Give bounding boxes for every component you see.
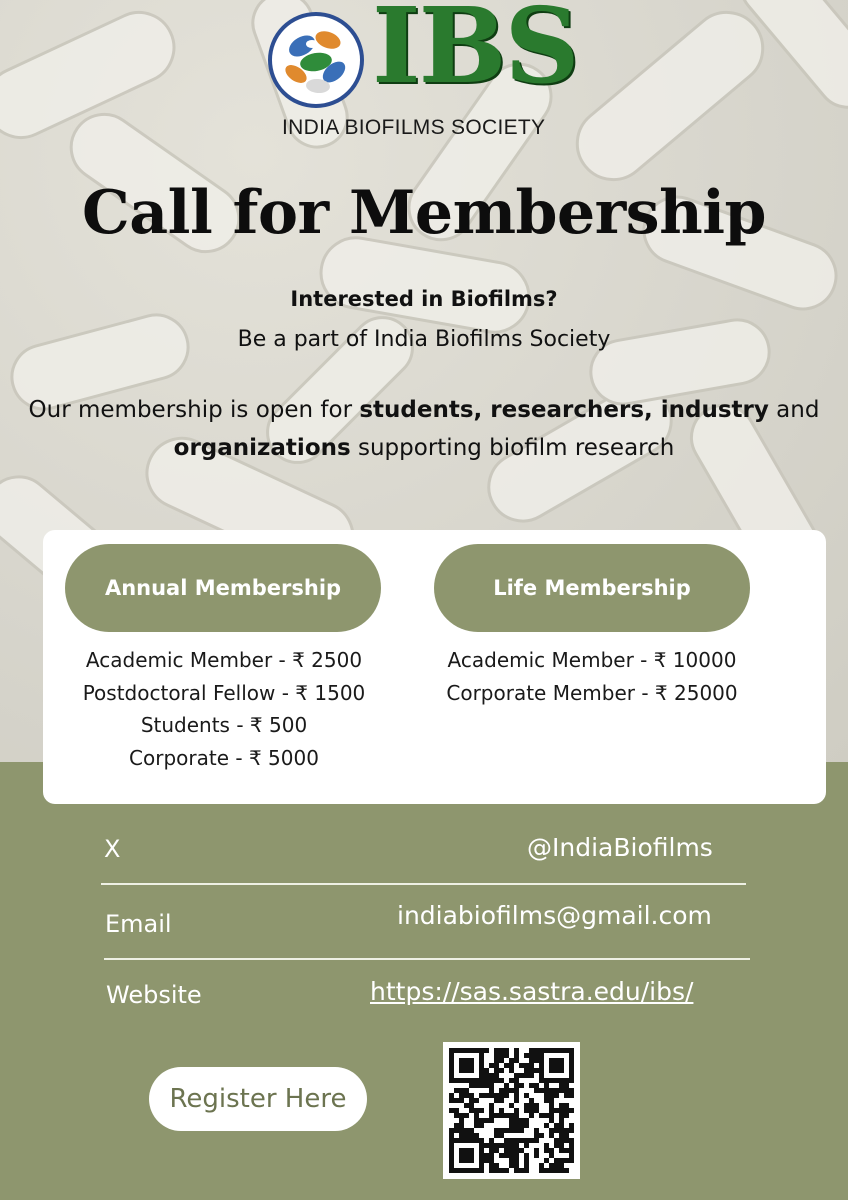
fee-item: Corporate Member - ₹ 25000	[446, 680, 738, 705]
fee-item: Postdoctoral Fellow - ₹ 1500	[82, 680, 366, 705]
annual-fee-list	[61, 644, 387, 774]
email-label: Email	[105, 910, 172, 938]
website-link[interactable]: https://sas.sastra.edu/ibs/	[370, 977, 694, 1006]
divider	[101, 883, 746, 885]
ibs-logo	[268, 0, 588, 139]
eligibility-tail: supporting biofilm research	[350, 435, 675, 461]
intro-question: Interested in Biofilms?	[290, 287, 558, 311]
eligibility-lead: Our membership is open for	[28, 397, 360, 423]
eligibility-and: and	[768, 397, 820, 423]
annual-membership-badge: Annual Membership	[65, 544, 381, 632]
life-fee-list	[429, 644, 755, 709]
fee-item: Students - ₹ 500	[140, 713, 308, 737]
membership-eligibility	[0, 391, 848, 467]
email-link[interactable]: indiabiofilms@gmail.com	[397, 901, 712, 930]
fee-item: Academic Member - ₹ 10000	[447, 648, 737, 672]
register-here-button[interactable]: Register Here	[149, 1067, 367, 1131]
logo-emblem-icon	[268, 12, 364, 108]
life-membership-badge: Life Membership	[434, 544, 750, 632]
x-handle-link[interactable]: @IndiaBiofilms	[527, 833, 713, 862]
logo-society-name: INDIA BIOFILMS SOCIETY	[282, 116, 546, 139]
page-title: Call for Membership	[82, 178, 766, 248]
fee-item: Academic Member - ₹ 2500	[85, 648, 363, 672]
membership-fees-card	[43, 530, 826, 804]
divider	[104, 958, 750, 960]
eligibility-organizations: organizations	[173, 435, 351, 461]
fee-item: Corporate - ₹ 5000	[129, 745, 319, 770]
eligibility-groups: students, researchers, industry	[359, 397, 769, 423]
website-label: Website	[106, 981, 202, 1009]
qr-code-icon[interactable]	[443, 1042, 580, 1179]
logo-acronym: IBS	[372, 0, 578, 107]
x-label: X	[104, 835, 121, 863]
intro-subtitle: Be a part of India Biofilms Society	[237, 327, 611, 352]
